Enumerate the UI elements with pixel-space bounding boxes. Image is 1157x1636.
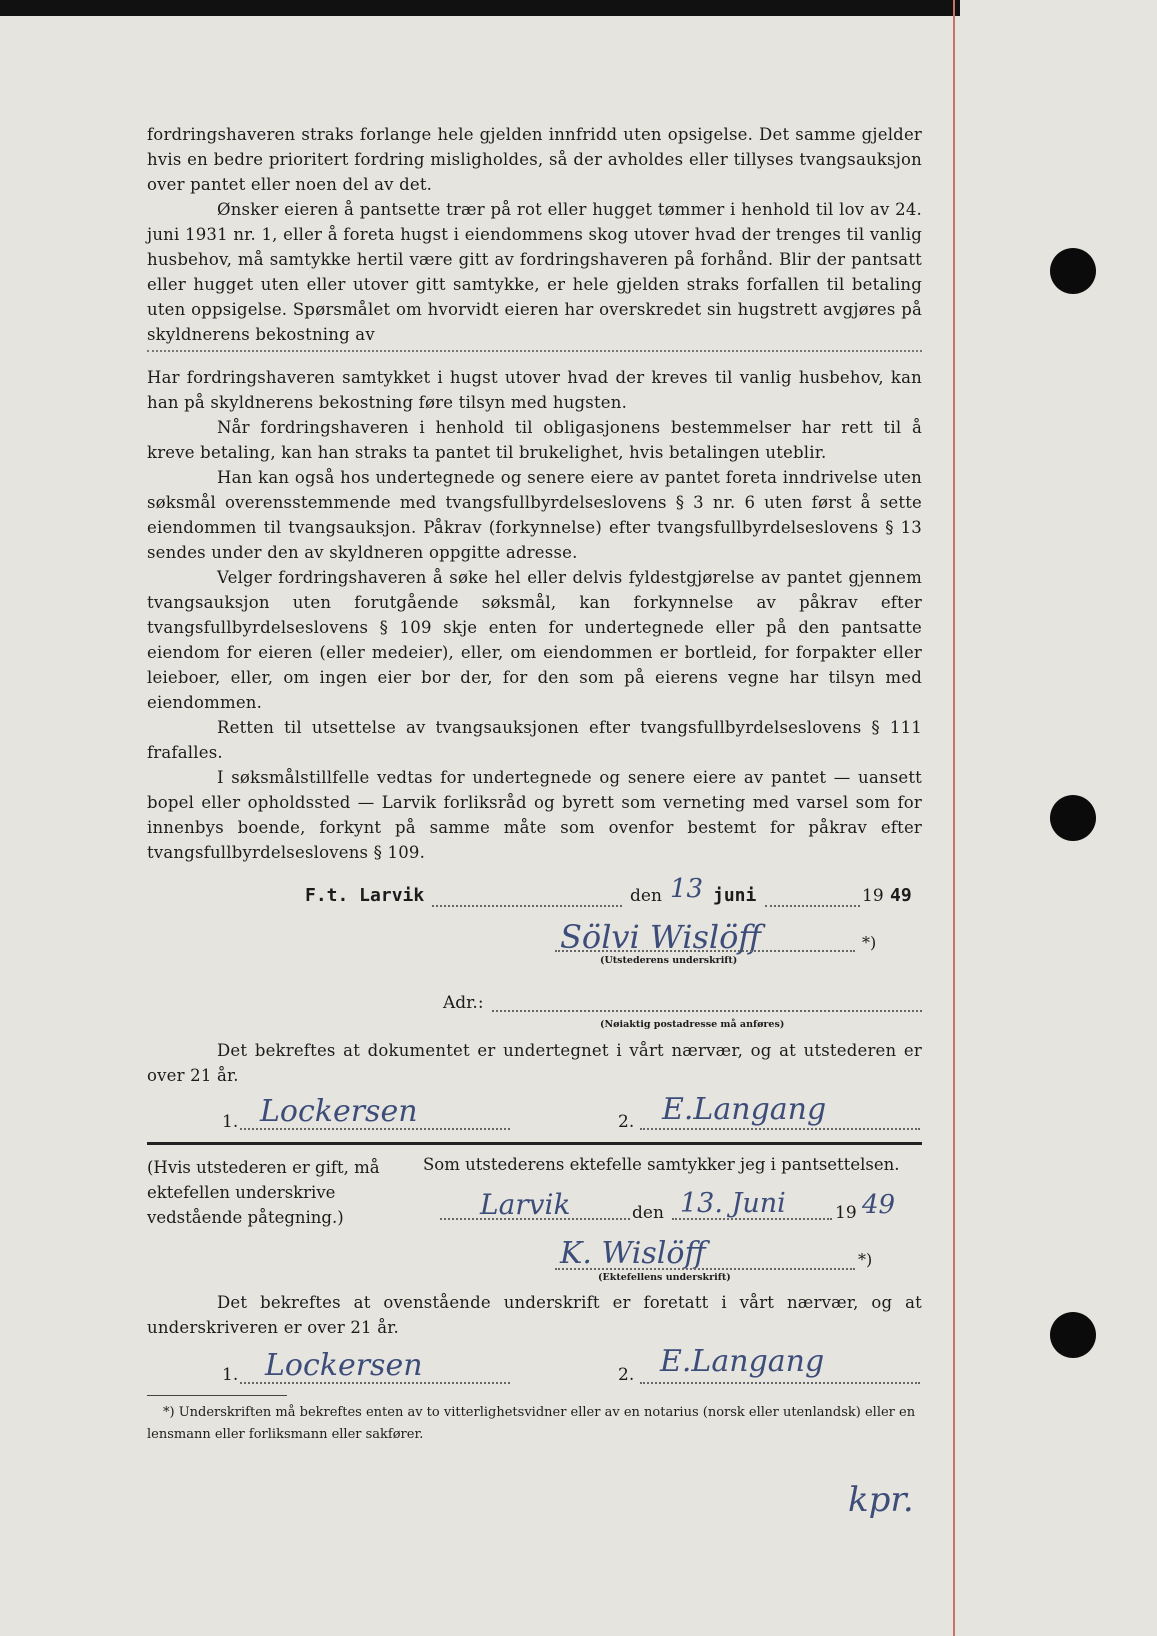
dotted-line bbox=[240, 1382, 510, 1384]
witness-signature: Lockersen bbox=[260, 1094, 418, 1129]
footnote-rule bbox=[147, 1395, 287, 1396]
spouse-note: (Hvis utstederen er gift, må ektefellen underskrive vedstående påtegning.) bbox=[147, 1158, 380, 1227]
dotted-fill-line bbox=[147, 350, 922, 352]
punch-hole bbox=[1050, 795, 1096, 841]
dotted-line bbox=[240, 1128, 510, 1130]
paragraph: Retten til utsettelse av tvangsauksjonen efter tvangsfullbyrdelseslovens § 111 frafalles. bbox=[147, 718, 922, 762]
dotted-line bbox=[440, 1218, 630, 1220]
witness-signature: Lockersen bbox=[265, 1348, 423, 1383]
paragraph: fordringshaveren straks forlange hele gjelden innfridd uten opsigelse. Det samme gjelder hvis en bedre prioritert fordring misligholdes, så der avholdes eller tillyses tvangsauksjon over pantet eller noen del av det. bbox=[147, 125, 922, 194]
paragraph: Når fordringshaveren i henhold til obligasjonens bestemmelser har rett til å kreve betaling, kan han straks ta pantet til brukelighet, hvis betalingen uteblir. bbox=[147, 418, 922, 462]
witness-number: 2. bbox=[618, 1112, 635, 1132]
punch-hole bbox=[1050, 248, 1096, 294]
address-caption: (Nøiaktig postadresse må anføres) bbox=[600, 1019, 785, 1030]
year-prefix: 19 bbox=[835, 1203, 857, 1223]
witness-signature: E.Langang bbox=[662, 1092, 827, 1127]
witness-statement-2 bbox=[147, 1290, 922, 1340]
paragraph-block-1 bbox=[147, 122, 922, 347]
asterisk: *) bbox=[862, 933, 877, 952]
asterisk: *) bbox=[858, 1250, 873, 1269]
year-suffix: 49 bbox=[890, 885, 912, 906]
witness-number: 2. bbox=[618, 1365, 635, 1385]
address-label: Adr.: bbox=[443, 993, 484, 1013]
handwritten-initials: kpr. bbox=[848, 1480, 914, 1520]
signature-caption: (Ektefellens underskrift) bbox=[598, 1272, 731, 1283]
paragraph: Velger fordringshaveren å søke hel eller delvis fyldestgjørelse av pantet gjennem tvangsauksjon uten forutgående søksmål, kan forkynnelse av påkrav efter tvangsfullbyrdelseslovens § 109 skje enten for undertegnede eller på den pantsatte eiendom for eieren (eller medeier), eller, om eiendommen er bortleid, for forpakter eller leieboer, eller, om ingen eier bor der, for den som på eierens vegne har tilsyn med eiendommen. bbox=[147, 568, 922, 712]
dotted-line bbox=[640, 1382, 920, 1384]
dotted-line bbox=[640, 1128, 920, 1130]
issuer-signature: Sölvi Wislöff bbox=[560, 918, 762, 956]
spouse-date: 13. Juni bbox=[680, 1188, 786, 1219]
dotted-line bbox=[432, 905, 622, 907]
paragraph: Det bekreftes at ovenstående underskrift er foretatt i vårt nærvær, og at underskriveren er over 21 år. bbox=[147, 1293, 922, 1337]
scan-top-border bbox=[0, 0, 960, 16]
section-divider bbox=[147, 1142, 922, 1145]
signature-caption: (Utstederens underskrift) bbox=[600, 955, 738, 966]
spouse-signature: K. Wislöff bbox=[560, 1236, 706, 1271]
year-suffix: 49 bbox=[862, 1190, 896, 1220]
signing-month: juni bbox=[713, 885, 757, 906]
paragraph: I søksmålstillfelle vedtas for undertegnede og senere eiere av pantet — uansett bopel eller opholdssted — Larvik forliksråd og byrett som verneting med varsel som for innenbys boende, forkynt på samme måte som ovenfor bestemt for påkrav efter tvangsfullbyrdelseslovens § 109. bbox=[147, 768, 922, 862]
dotted-line bbox=[672, 1218, 832, 1220]
paragraph: Har fordringshaveren samtykket i hugst utover hvad der kreves til vanlig husbehov, kan han på skyldnerens bekostning føre tilsyn med hugsten. bbox=[147, 368, 922, 412]
dotted-line bbox=[555, 950, 855, 952]
footnote: *) Underskriften må bekreftes enten av to vitterlighetsvidner eller av en notarius (norsk eller utenlandsk) eller en lensmann eller forliksmann eller sakfører. bbox=[147, 1405, 916, 1442]
paragraph: Det bekreftes at dokumentet er undertegnet i vårt nærvær, og at utstederen er over 21 år. bbox=[147, 1041, 922, 1085]
punch-hole bbox=[1050, 1312, 1096, 1358]
signing-day: 13 bbox=[670, 874, 704, 904]
year-prefix: 19 bbox=[862, 886, 884, 906]
den-label: den bbox=[632, 1203, 664, 1223]
paragraph-block-2 bbox=[147, 365, 922, 865]
witness-statement-1 bbox=[147, 1038, 922, 1088]
witness-number: 1. bbox=[222, 1365, 239, 1385]
dotted-line bbox=[555, 1268, 855, 1270]
paragraph: Han kan også hos undertegnede og senere eiere av pantet foreta inndrivelse uten søksmål overensstemmende med tvangsfullbyrdelseslovens § 3 nr. 6 uten først å sette eiendommen til tvangsauksjon. Påkrav (forkynnelse) efter tvangsfullbyrdelseslovens § 13 sendes under den av skyldneren oppgitte adresse. bbox=[147, 468, 922, 562]
den-label: den bbox=[630, 886, 662, 906]
spouse-place: Larvik bbox=[480, 1188, 571, 1221]
margin-line bbox=[953, 0, 955, 1636]
dotted-line bbox=[765, 905, 860, 907]
address-line bbox=[492, 1010, 922, 1012]
signing-place: F.t. Larvik bbox=[305, 885, 425, 906]
spouse-consent: Som utstederens ektefelle samtykker jeg i pantsettelsen. bbox=[423, 1155, 900, 1174]
paragraph: Ønsker eieren å pantsette trær på rot eller hugget tømmer i henhold til lov av 24. juni 1931 nr. 1, eller å foreta hugst i eiendommens skog utover hvad der trenges til vanlig husbehov, må samtykke hertil være gitt av fordringshaveren på forhånd. Blir der pantsatt eller hugget uten eller utover gitt samtykke, er hele gjelden straks forfallen til betaling uten oppsigelse. Spørsmålet om hvorvidt eieren har overskredet sin hugstrett avgjøres på skyldnerens bekostning av bbox=[147, 200, 922, 344]
witness-number: 1. bbox=[222, 1112, 239, 1132]
witness-signature: E.Langang bbox=[660, 1344, 825, 1379]
